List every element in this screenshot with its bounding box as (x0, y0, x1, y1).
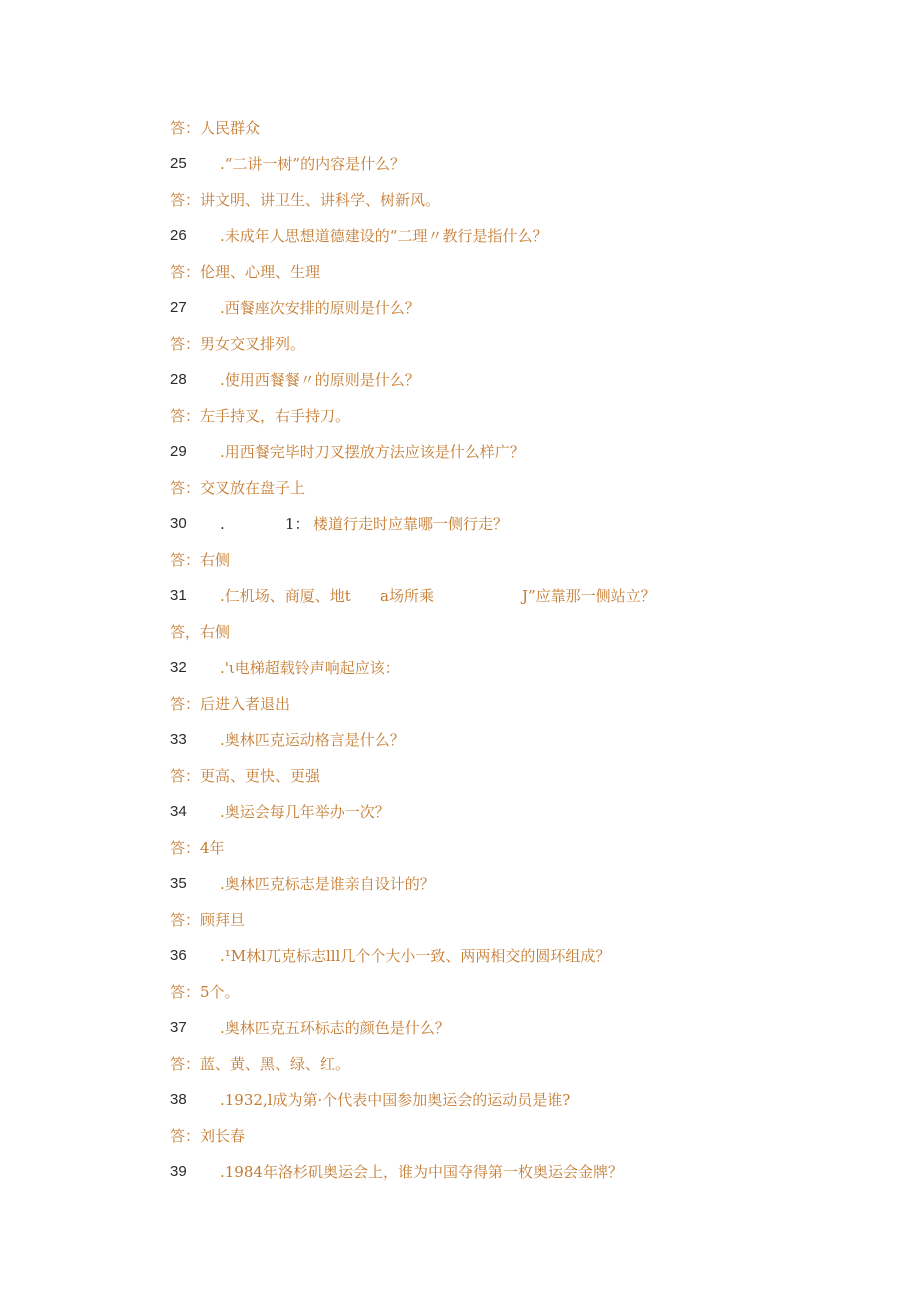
answer-text: 答：右侧 (170, 551, 231, 569)
answer-text: 答：后进入者退出 (170, 695, 291, 713)
answer-line (170, 187, 440, 213)
question-text: .奥林匹克标志是谁亲自设计的？ (220, 875, 435, 893)
question-text: .用西餐完毕时刀叉摆放方法应该是什么样广？ (220, 443, 525, 461)
question-number: 25 (170, 155, 187, 172)
answer-text: 答：男女交叉排列。 (170, 335, 306, 353)
question-text-part: 楼道行走时应靠哪一侧行走？ (313, 515, 509, 533)
answer-line (170, 403, 350, 429)
answer-text: 答：蓝、黄、黑、绿、红。 (170, 1055, 351, 1073)
answer-text: 答：5个。 (170, 983, 240, 1001)
answer-text: 答：交叉放在盘子上 (170, 479, 306, 497)
question-number: 35 (170, 875, 187, 892)
question-text-part: . (220, 515, 225, 533)
question-text-part: 1： (285, 515, 310, 533)
answer-text: 答：人民群众 (170, 119, 261, 137)
answer-text: 答：4年 (170, 839, 225, 857)
answer-line (170, 259, 320, 285)
answer-line (170, 331, 305, 357)
answer-line (170, 763, 320, 789)
answer-text: 答：更高、更快、更强 (170, 767, 321, 785)
question-text-part: .仁机场、商厦、地t (220, 587, 351, 605)
answer-text: 答：伦理、心理、生理 (170, 263, 321, 281)
question-text: .'ι电梯超载铃声响起应该： (220, 659, 400, 677)
answer-line (170, 907, 245, 933)
question-text: .¹M林l兀克标志lll几个个大小一致、两两相交的圆环组成？ (220, 947, 611, 965)
question-text: .1984年洛杉矶奥运会上，谁为中国夺得第一枚奥运会金牌？ (220, 1163, 623, 1181)
question-number: 33 (170, 731, 187, 748)
question-number: 31 (170, 587, 187, 604)
question-number: 26 (170, 227, 187, 244)
question-text: .奥运会每几年举办一次？ (220, 803, 390, 821)
question-number: 39 (170, 1163, 187, 1180)
question-number: 34 (170, 803, 187, 820)
question-number: 32 (170, 659, 187, 676)
answer-line (170, 835, 225, 861)
answer-line (170, 475, 305, 501)
answer-text: 答，右侧 (170, 623, 231, 641)
answer-line (170, 1123, 245, 1149)
answer-line (170, 979, 240, 1005)
answer-text: 答：讲文明、讲卫生、讲科学、树新风。 (170, 191, 441, 209)
answer-line (170, 547, 230, 573)
answer-text: 答：刘长春 (170, 1127, 246, 1145)
question-text: .奥林匹克运动格言是什么？ (220, 731, 405, 749)
question-number: 29 (170, 443, 187, 460)
question-number: 30 (170, 515, 187, 532)
answer-text: 答：左手持叉，右手持刀。 (170, 407, 351, 425)
answer-line (170, 115, 260, 141)
question-number: 28 (170, 371, 187, 388)
question-text-part: J”应靠那一侧站立？ (522, 587, 656, 605)
question-text: .1932,l成为第·个代表中国参加奥运会的运动员是谁? (220, 1091, 571, 1109)
question-number: 36 (170, 947, 187, 964)
question-text: .奥林匹克五环标志的颜色是什么？ (220, 1019, 450, 1037)
answer-text: 答：顾拜旦 (170, 911, 246, 929)
question-text: .西餐座次安排的原则是什么？ (220, 299, 420, 317)
answer-line (170, 1051, 350, 1077)
question-text: .使用西餐餐〃的原则是什么？ (220, 371, 420, 389)
question-text: .“二讲一树”的内容是什么？ (220, 155, 406, 173)
question-text-part: a场所乘 (380, 587, 434, 605)
question-number: 27 (170, 299, 187, 316)
answer-line (170, 619, 230, 645)
question-number: 38 (170, 1091, 187, 1108)
answer-line (170, 691, 290, 717)
question-text: .未成年人思想道德建设的“二理〃教行是指什么？ (220, 227, 548, 245)
question-number: 37 (170, 1019, 187, 1036)
